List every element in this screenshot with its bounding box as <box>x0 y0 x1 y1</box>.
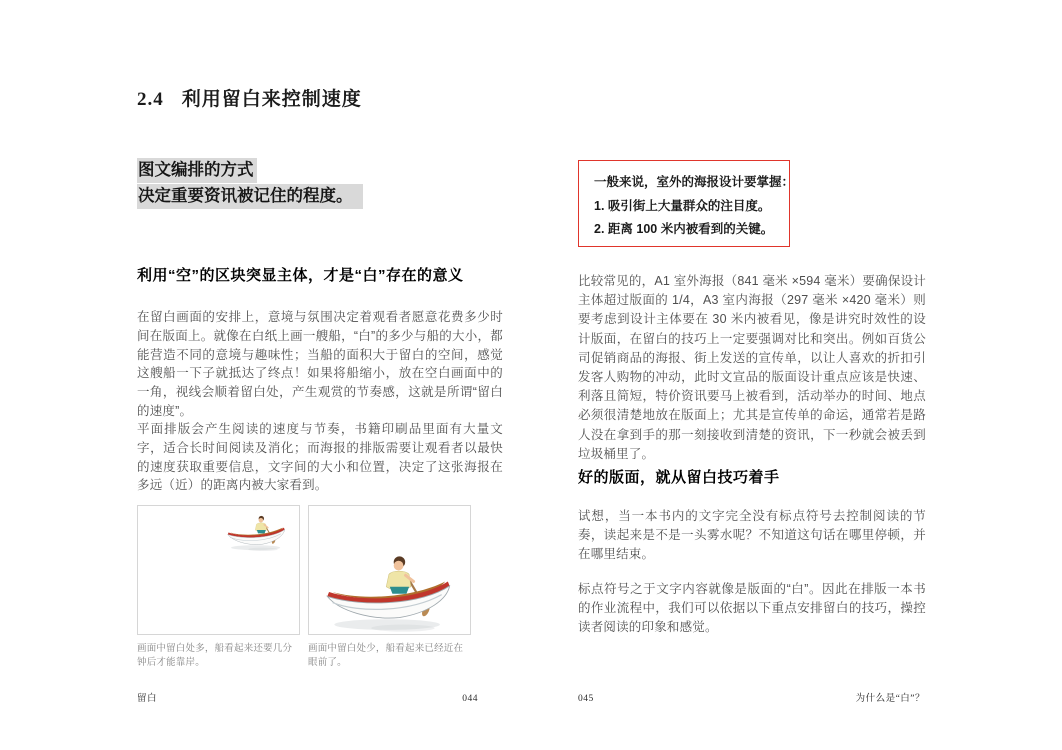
paragraph-right-2: 试想，当一本书内的文字完全没有标点符号去控制阅读的节奏，读起来是不是一头雾水呢？不知道这句话在哪里停顿，并在哪里结束。 <box>578 509 926 562</box>
figure-whitespace-much <box>137 505 300 669</box>
paragraph-left-1: 在留白画面的安排上，意境与氛围决定着观看者愿意花费多少时间在版面上。就像在白纸上画一艘船，“白”的多少与船的大小，都能营造不同的意境与趣味性；当船的面积大于留白的空间，感觉这艘船一下子就抵达了终点！如果将船缩小，放在空白画面中的一角，视线会顺着留白处，产生观赏的节奏感，这就是所谓“留白的速度”。 <box>137 310 503 418</box>
poster-rules-callout <box>578 160 795 247</box>
lead-line-2: 决定重要资讯被记住的程度。 <box>137 184 363 209</box>
chapter-title-text: 利用留白来控制速度 <box>181 89 362 110</box>
section-heading-left: 利用“空”的区块突显主体，才是“白”存在的意义 <box>137 267 464 284</box>
callout-content <box>579 161 795 242</box>
figure-caption: 画面中留白处少，船看起来已经近在眼前了。 <box>308 643 464 668</box>
paragraph-left-2: 平面排版会产生阅读的速度与节奏，书籍印刷品里面有大量文字，适合长时间阅读及消化；而海报的排版需要让观看者以最快的速度获取重要信息，文字间的大小和位置，决定了这张海报在多远（近）的距离内被大家看到。 <box>137 422 503 493</box>
footer-left-page <box>137 690 478 704</box>
chapter-title <box>137 84 362 111</box>
figure-caption: 画面中留白处多，船看起来还要几分钟后才能靠岸。 <box>137 643 293 668</box>
footer-book-title: 留白 <box>137 694 158 704</box>
callout-line-1: 一般来说，室外的海报设计要掌握： <box>594 175 795 189</box>
callout-line-2: 1. 吸引街上大量群众的注目度。 <box>594 198 771 213</box>
figure-row <box>137 505 471 669</box>
footer-page-number-right: 045 <box>578 694 594 704</box>
callout-line-3: 2. 距离 100 米内被看到的关键。 <box>594 222 774 236</box>
footer-right-page <box>578 690 925 704</box>
paragraph-right-3: 标点符号之于文字内容就像是版面的“白”。因此在排版一本书的作业流程中，我们可以依据以下重点安排留白的技巧，操控读者阅读的印象和感觉。 <box>578 582 926 635</box>
section-heading-right: 好的版面，就从留白技巧着手 <box>578 469 780 486</box>
figure-frame <box>137 505 300 635</box>
boat-illustration-small <box>225 512 287 553</box>
boat-illustration-large <box>322 548 454 636</box>
chapter-number: 2.4 <box>137 89 164 110</box>
footer-chapter-title: 为什么是“白”？ <box>855 694 925 704</box>
paragraph-right-1: 比较常见的，A1 室外海报（841 毫米 ×594 毫米）要确保设计主体超过版面的 1/4，A3 室内海报（297 毫米 ×420 毫米）则要考虑到设计主体要在 30 米内被看见，像是讲究时效性的设计版面，在留白的技巧上一定要强调对比和突出。例如百货公司促销商品的海报、街上发送的宣传单，以让人喜欢的折扣引发客人购物的冲动，此时文宣品的版面设计重点应该是快速、利落且简短，特价资讯要马上被看到，活动举办的时间、地点必须很清楚地放在版面上；尤其是宣传单的命运，通常若是路人没在拿到手的那一刻接收到清楚的资讯，下一秒就会被丢到垃圾桶里了。 <box>578 274 926 461</box>
figure-whitespace-little <box>308 505 471 669</box>
figure-frame <box>308 505 471 635</box>
footer-page-number-left: 044 <box>462 694 478 704</box>
lead-statement <box>137 158 363 210</box>
lead-line-1: 图文编排的方式 <box>137 158 257 183</box>
